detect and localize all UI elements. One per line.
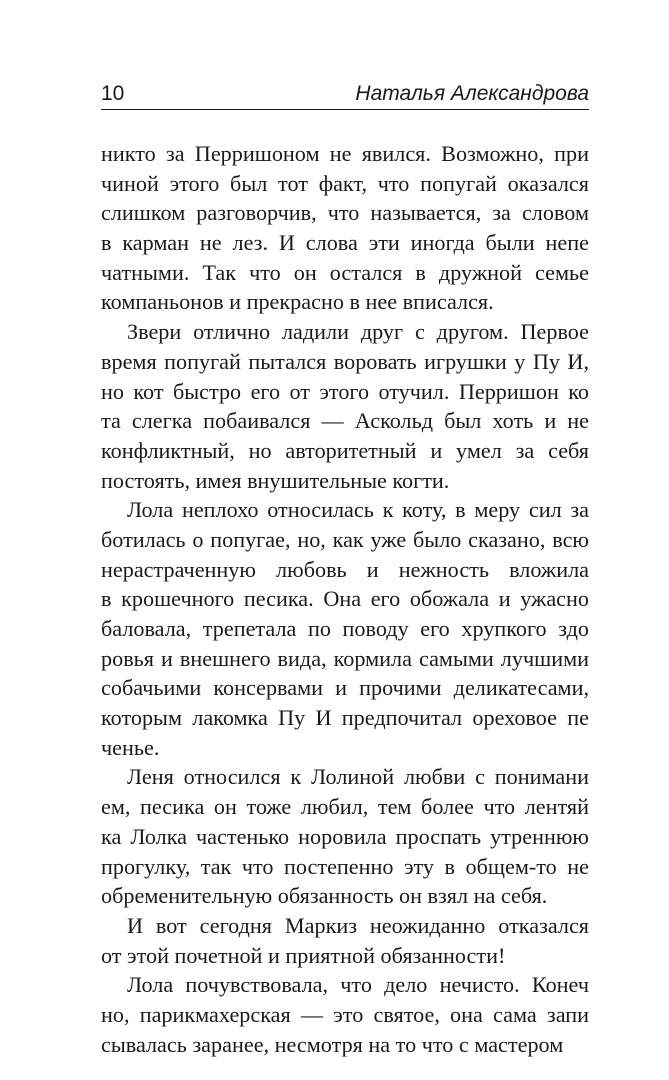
text-line: ем, песика он тоже любил, тем более что лентяй <box>101 794 589 820</box>
text-line: баловала, трепетала по поводу его хрупкого здо <box>101 616 589 641</box>
text-line: И вот сегодня Маркиз неожиданно отказался <box>127 912 589 938</box>
text-line: от этой почетной и приятной обязанности! <box>101 942 506 968</box>
text-line: постоять, имея внушительные когти. <box>101 467 450 493</box>
text-line: та слегка побаивался — Аскольд был хоть и не <box>101 408 589 434</box>
text-line: обременительную обязанность он взял на себя. <box>101 883 548 909</box>
text-line: которым лакомка Пу И предпочитал ореховое пе <box>101 705 589 731</box>
text-line: ровья и внешнего вида, кормила самыми лучшими <box>101 645 589 671</box>
text-line: Лола почувствовала, что дело нечисто. Конеч <box>127 972 589 998</box>
text-line: никто за Перришоном не явился. Возможно, при <box>101 141 589 166</box>
paragraph-2 <box>101 317 589 495</box>
text-line: ченье. <box>101 734 160 760</box>
text-line: компаньонов и прекрасно в нее вписался. <box>101 289 494 315</box>
text-line: в крошечного песика. Она его обожала и ужасно <box>101 586 589 612</box>
text-line: чиной этого был тот факт, что попугай оказался <box>101 170 589 196</box>
text-line: в карман не лез. И слова эти иногда были непе <box>101 230 589 256</box>
text-line: прогулку, так что постепенно эту в общем-то не <box>101 853 589 879</box>
running-title: Наталья Александрова <box>355 82 589 105</box>
page-number: 10 <box>101 82 125 105</box>
paragraph-6 <box>101 970 589 1059</box>
body-text <box>101 139 589 1059</box>
text-line: но кот быстро его от этого отучил. Перришон ко <box>101 378 589 404</box>
text-line: Звери отлично ладили друг с другом. Первое <box>127 319 589 345</box>
text-line: сывалась заранее, несмотря на то что с мастером <box>101 1031 564 1057</box>
paragraph-4 <box>101 762 589 910</box>
text-line: собачьими консервами и прочими деликатесами, <box>101 675 589 701</box>
paragraph-1 <box>101 139 589 317</box>
paragraph-5 <box>101 911 589 970</box>
text-line: Лола неплохо относилась к коту, в меру сил за <box>127 497 589 523</box>
text-line: слишком разговорчив, что называется, за словом <box>101 200 589 226</box>
text-line: Леня относился к Лолиной любви с понимани <box>127 764 589 790</box>
text-line: ботилась о попугае, но, как уже было сказано, всю <box>101 526 589 552</box>
text-line: время попугай пытался воровать игрушки у Пу И, <box>101 348 589 374</box>
paragraph-3 <box>101 495 589 762</box>
text-line: ка Лолка частенько норовила проспать утреннюю <box>101 823 589 849</box>
text-line: конфликтный, но авторитетный и умел за себя <box>101 437 589 463</box>
text-line: нерастраченную любовь и нежность вложила <box>101 556 589 582</box>
header-rule <box>101 109 589 110</box>
text-line: чатными. Так что он остался в дружной семье <box>101 259 589 285</box>
page-header <box>101 76 589 110</box>
text-line: но, парикмахерская — это святое, она сама запи <box>101 1001 589 1027</box>
